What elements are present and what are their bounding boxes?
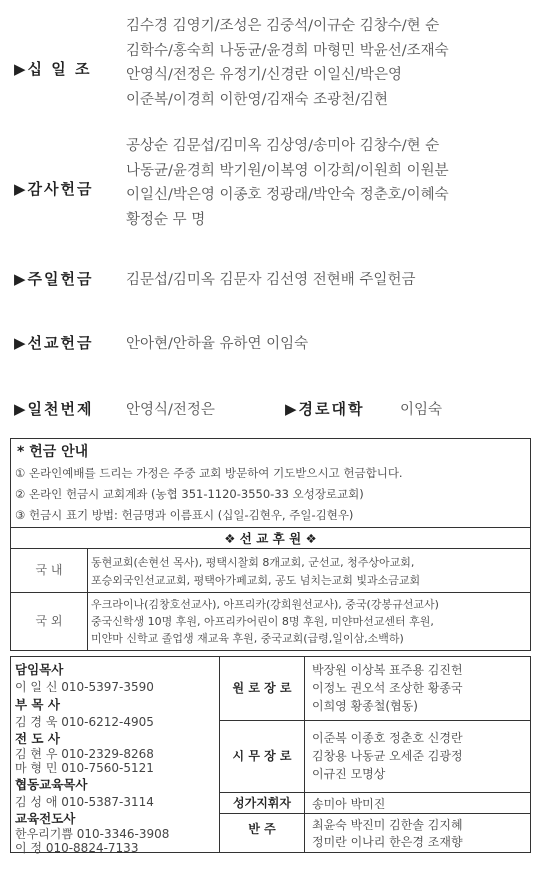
staff-title: 부 목 사 xyxy=(15,697,60,712)
sipilj-names xyxy=(126,14,449,112)
row-line: 최윤숙 박진미 김한솔 김지혜 xyxy=(312,818,463,832)
gyeongro-names: 이임숙 xyxy=(400,402,443,418)
staff-box xyxy=(10,656,531,853)
foreign-line: 우크라이나(김창호선교사), 아프리카(강희원선교사), 중국(강봉규선교사) xyxy=(91,598,439,611)
gamsa-line: 황정순 무 명 xyxy=(126,211,206,228)
domestic-row xyxy=(11,548,530,593)
accompanist-row xyxy=(220,814,530,852)
ilcheon-names: 안영식/전정은 xyxy=(126,402,215,418)
foreign-label: 국 외 xyxy=(11,593,88,650)
row-line: 이희영 황종철(협동) xyxy=(312,699,418,713)
staff-title: 교육전도사 xyxy=(15,811,76,826)
staff-left-column xyxy=(11,657,220,855)
choir-conductor-row xyxy=(220,793,530,814)
section-ilcheon xyxy=(0,398,541,422)
domestic-label: 국 내 xyxy=(11,548,88,592)
offering-notice-box xyxy=(10,438,531,651)
sipilj-line: 이준복/이경희 이한영/김재숙 조광천/김현 xyxy=(126,91,388,108)
row-line: 이준복 이종호 정춘호 신경란 xyxy=(312,731,463,745)
row-line: 박장원 이상복 표주용 김진헌 xyxy=(312,663,463,677)
staff-right-column xyxy=(220,657,530,852)
row-label: 원 로 장 로 xyxy=(220,657,305,720)
section-sipilj xyxy=(0,14,541,124)
staff-coop-pastor xyxy=(15,775,154,810)
staff-evangelist xyxy=(15,729,154,775)
row-line: 김창용 나동균 오세준 김광정 xyxy=(312,749,463,763)
notice-item-1: ① 온라인예배를 드리는 가정은 주중 교회 방문하여 기도받으시고 헌금합니다. xyxy=(15,466,403,480)
juil-label: ▶주일헌금 xyxy=(14,270,94,288)
row-label: 성가지휘자 xyxy=(220,793,305,813)
notice-title: * 헌금 안내 xyxy=(17,444,89,460)
ilcheon-label: ▶일천번제 xyxy=(14,400,94,418)
section-juil xyxy=(0,268,541,292)
staff-edu-evangelist xyxy=(15,809,169,855)
staff-contact: 김 경 욱 010-6212-4905 xyxy=(15,715,154,729)
gyeongro-label: ▶경로대학 xyxy=(285,400,365,418)
row-line: 이정노 권오석 조상한 황종국 xyxy=(312,681,463,695)
row-line: 이규진 모명상 xyxy=(312,767,386,781)
foreign-line: 중국신학생 10명 후원, 아프리카어린이 8명 후원, 미얀마선교센터 후원, xyxy=(91,615,434,628)
support-title: ❖ 선 교 후 원 ❖ xyxy=(224,531,317,546)
notice-item-2: ② 온라인 헌금시 교회계좌 (농협 351-1120-3550-33 오성장로교회) xyxy=(15,487,364,501)
sipilj-label: ▶십 일 조 xyxy=(14,60,92,78)
row-label: 반 주 xyxy=(220,814,305,852)
section-seongyo xyxy=(0,332,541,356)
gamsa-names xyxy=(126,134,449,232)
support-title-row xyxy=(11,527,530,549)
domestic-line: 동현교회(손현선 목사), 평택시찰회 8개교회, 군선교, 청주상아교회, xyxy=(91,556,415,569)
staff-title: 담임목사 xyxy=(15,662,64,677)
row-label: 시 무 장 로 xyxy=(220,721,305,792)
domestic-line: 포승외국인선교교회, 평택아가페교회, 공도 넘치는교회 빛과소금교회 xyxy=(91,574,421,587)
staff-title: 협동교육목사 xyxy=(15,777,88,792)
foreign-row xyxy=(11,593,530,650)
notice-item-3: ③ 헌금시 표기 방법: 헌금명과 이름표시 (십일-김현우, 주일-김현우) xyxy=(15,508,354,522)
row-line: 정미란 이나리 한은경 조재향 xyxy=(312,835,463,849)
sipilj-line: 김학수/홍숙희 나동균/윤경희 마형민 박윤선/조재숙 xyxy=(126,42,449,59)
row-line: 송미아 박미진 xyxy=(312,797,386,811)
gamsa-line: 이일신/박은영 이종호 정광래/박안숙 정춘호/이혜숙 xyxy=(126,187,449,203)
gamsa-line: 나동균/윤경희 박기원/이복영 이강희/이원희 이원분 xyxy=(126,162,449,179)
gamsa-label: ▶감사헌금 xyxy=(14,180,94,198)
staff-contact: 김 현 우 010-2329-8268 xyxy=(15,747,154,761)
staff-contact: 이 정 010-8824-7133 xyxy=(15,841,139,855)
staff-contact: 한우리기쁨 010-3346-3908 xyxy=(15,827,170,841)
sipilj-line: 안영식/전정은 유정기/신경란 이일신/박은영 xyxy=(126,67,402,83)
staff-contact: 김 성 애 010-5387-3114 xyxy=(15,795,154,809)
foreign-line: 미얀마 신학교 졸업생 재교육 후원, 중국교회(급령,일이삼,소백하) xyxy=(91,632,404,645)
staff-senior-pastor xyxy=(15,660,154,695)
elders-active-row xyxy=(220,721,530,793)
sipilj-line: 김수경 김영기/조성은 김중석/이규순 김창수/현 순 xyxy=(126,18,440,34)
gamsa-line: 공상순 김문섭/김미옥 김상영/송미아 김창수/현 순 xyxy=(126,138,440,154)
staff-contact: 마 형 민 010-7560-5121 xyxy=(15,761,154,775)
staff-title: 전 도 사 xyxy=(15,731,60,746)
staff-contact: 이 일 신 010-5397-3590 xyxy=(15,680,154,694)
juil-names: 김문섭/김미옥 김문자 김선영 전현배 주일헌금 xyxy=(126,272,416,288)
section-gamsa xyxy=(0,134,541,244)
seongyo-names: 안아현/안하율 유하연 이임숙 xyxy=(126,336,309,352)
seongyo-label: ▶선교헌금 xyxy=(14,334,94,352)
staff-associate-pastor xyxy=(15,695,154,730)
elders-emeritus-row xyxy=(220,657,530,721)
